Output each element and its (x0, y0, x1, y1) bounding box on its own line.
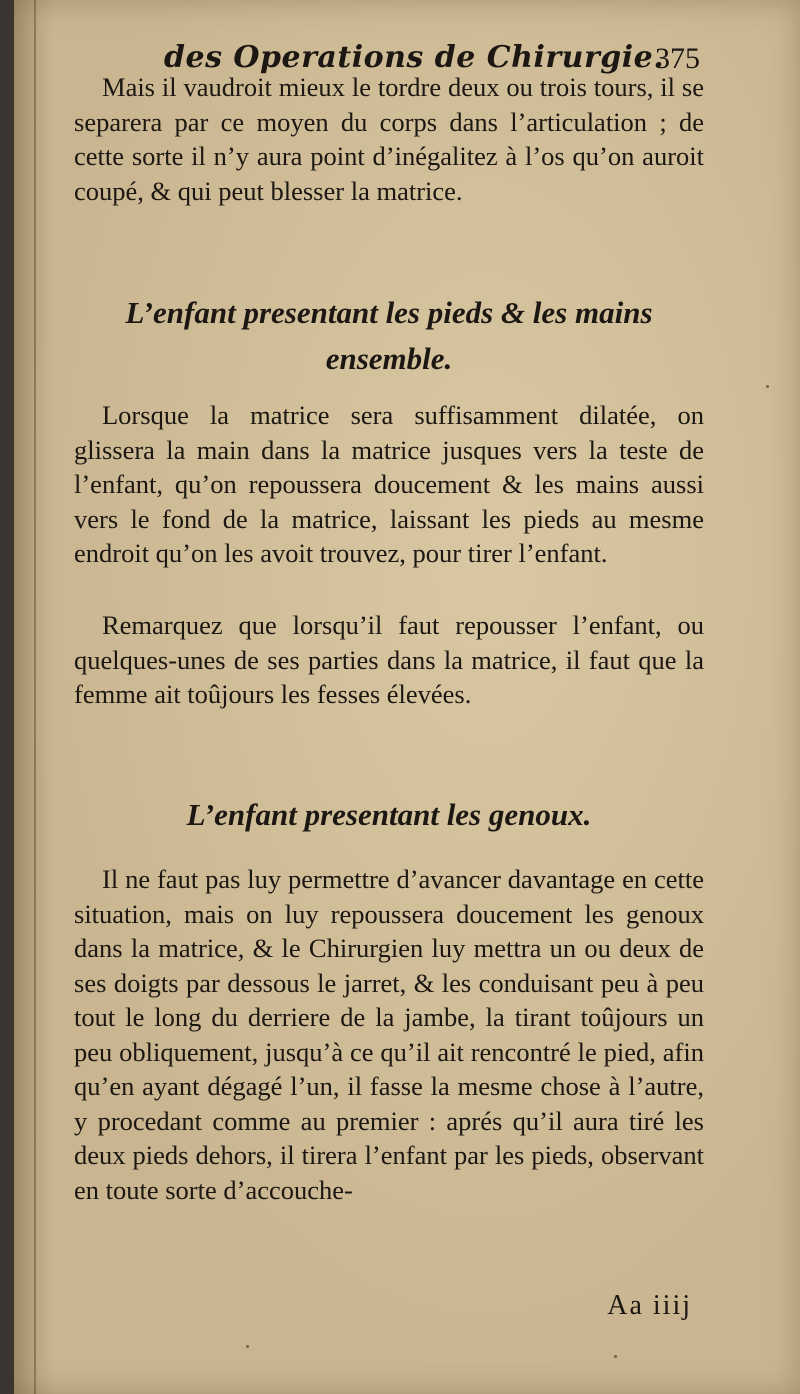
running-head-title: des Operations de Chirurgie. (164, 40, 665, 75)
section-heading-hands-feet (74, 290, 704, 382)
paragraph-3: Remarquez que lorsqu’il faut repousser l’enfant, ou quelques-unes de ses parties dans la matrice, il faut que la femme ait toûjours les fesses élevées. (74, 610, 704, 709)
section-heading-knees: L’enfant presentant les genoux. (186, 797, 592, 832)
paragraph-2: Lorsque la matrice sera suffisamment dilatée, on glissera la main dans la matrice jusques vers la teste de l’enfant, qu’on repoussera doucement & les mains aussi vers le fond de la matrice, laissant les pieds au mesme endroit qu’on les avoit trouvez, pour tirer l’enfant. (74, 400, 704, 568)
page-number: 375 (655, 42, 700, 75)
paper-speck (766, 385, 769, 388)
section-heading-line-1: L’enfant presentant les pieds & les mains (125, 295, 653, 330)
paper-speck (614, 1355, 617, 1358)
section-heading-line-2: ensemble. (325, 341, 453, 376)
book-page (14, 0, 800, 1394)
binding-gutter (34, 0, 36, 1394)
catchword-signature: Aa iiij (607, 1290, 692, 1321)
paragraph-4: Il ne faut pas luy permettre d’avancer davantage en cette situation, mais on luy repoussera doucement les genoux dans la matrice, & le Chirurgien luy mettra un ou deux de ses doigts par dessous le jarret, & les conduisant peu à peu tout le long du derriere de la jambe, la tirant toûjours un peu obliquement, jusqu’à ce qu’il ait rencontré le pied, afin qu’en ayant dégagé l’un, il fasse la mesme chose à l’autre, y procedant comme au premier : aprés qu’il aura tiré les deux pieds dehors, il tirera l’enfant par les pieds, observant en toute sorte d’accouche- (74, 864, 704, 1205)
paper-speck (246, 1345, 249, 1348)
paragraph-1: Mais il vaudroit mieux le tordre deux ou trois tours, il se separera par ce moyen du corps dans l’articulation ; de cette sorte il n’y aura point d’inégalitez à l’os qu’on auroit coupé, & qui peut blesser la matrice. (74, 72, 704, 206)
